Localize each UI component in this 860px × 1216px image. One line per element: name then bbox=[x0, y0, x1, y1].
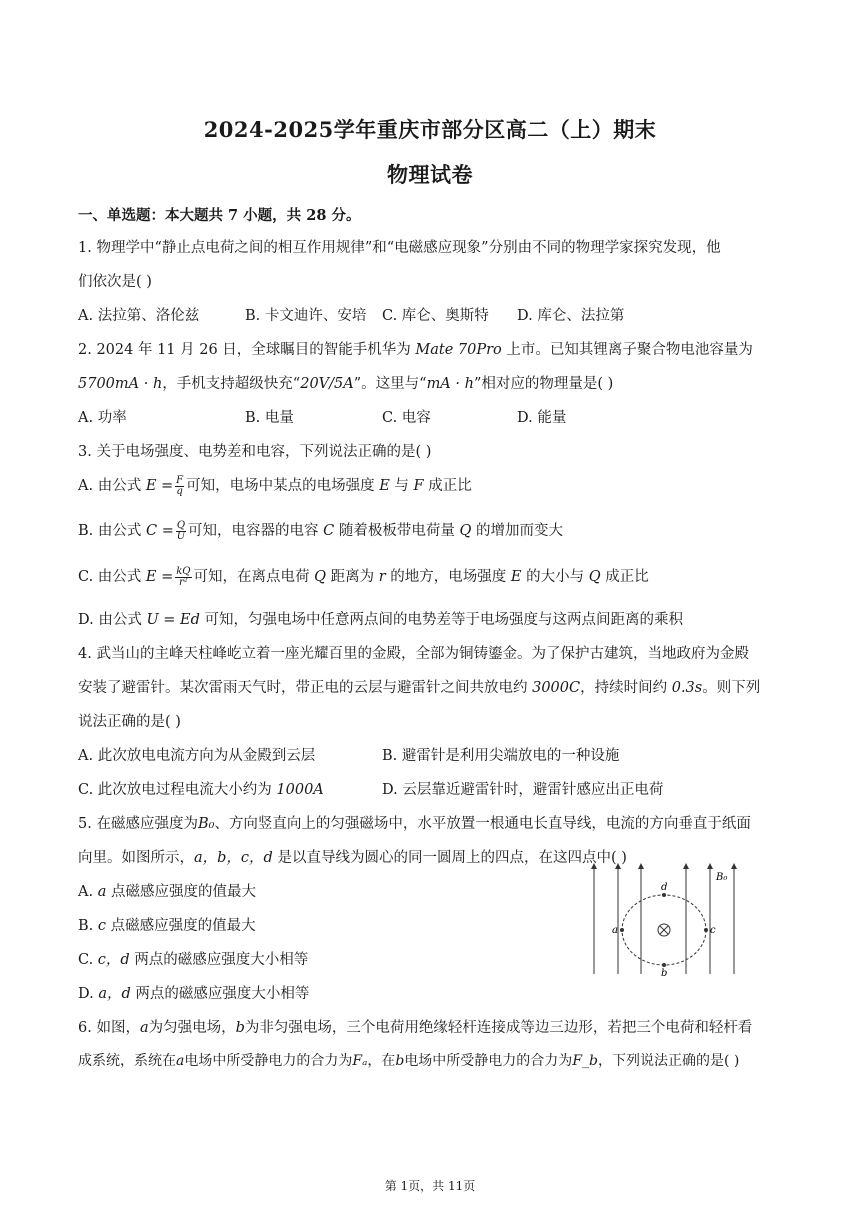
q3-option-c bbox=[78, 565, 649, 588]
q3a-var: E bbox=[379, 478, 390, 494]
point-b bbox=[662, 963, 666, 967]
q4c-current: 1000A bbox=[276, 782, 324, 798]
q5-option-c: C. c，d 两点的磁感应强度大小相等 bbox=[78, 952, 309, 968]
q3a-text: 与 bbox=[394, 478, 409, 494]
q3a-formula-lhs: E = bbox=[145, 478, 174, 494]
label-b0: B₀ bbox=[716, 872, 728, 883]
q3-option-a bbox=[78, 474, 472, 497]
q2-option-d: D. 能量 bbox=[517, 410, 567, 426]
q4-stem-line2 bbox=[78, 676, 760, 697]
q2-text: ”相对应的物理量是( ) bbox=[473, 376, 614, 392]
q3b-var: C bbox=[323, 523, 335, 539]
q1-stem-line2: 们依次是( ) bbox=[78, 274, 152, 290]
magnetic-field-diagram bbox=[588, 862, 754, 978]
q3c-var: Q bbox=[314, 569, 327, 585]
q3c-fraction: $\frac{kQ}{\text{r²}}$ bbox=[176, 565, 191, 588]
q4-option-c bbox=[78, 778, 324, 799]
q5-option-b: B. c 点磁感应强度的值最大 bbox=[78, 918, 256, 934]
exam-subtitle: 物理试卷 bbox=[387, 162, 473, 187]
q3d-text: D. 由公式 bbox=[78, 612, 142, 628]
q2-charge-spec: 20V/5A bbox=[300, 376, 354, 392]
q1-option-d: D. 库仑、法拉第 bbox=[517, 308, 625, 324]
q2-capacity: 5700mA · h bbox=[78, 376, 163, 392]
q4-text: 安装了避雷针。某次雷雨天气时，带正电的云层与避雷针之间共放电约 bbox=[78, 680, 528, 696]
q2-text: 上市。已知其锂离子聚合物电池容量为 bbox=[506, 342, 753, 358]
q5-text: 向里。如图所示， bbox=[78, 850, 194, 866]
q2-phone-model: Mate 70Pro bbox=[415, 342, 502, 358]
q1-stem-line1: 1. 物理学中“静止点电荷之间的相互作用规律”和“电磁感应现象”分别由不同的物理学家探究发现，他 bbox=[78, 240, 721, 256]
q4-option-d: D. 云层靠近避雷针时，避雷针感应出正电荷 bbox=[382, 782, 664, 798]
q3a-text: A. 由公式 bbox=[78, 478, 142, 494]
q3a-text: 成正比 bbox=[428, 478, 472, 494]
q3c-text: 可知，在离点电荷 bbox=[193, 569, 310, 585]
q3b-text: 可知，电容器的电容 bbox=[188, 523, 319, 539]
q3a-var: F bbox=[413, 478, 424, 494]
point-c bbox=[704, 928, 708, 932]
q3-stem: 3. 关于电场强度、电势差和电容，下列说法正确的是( ) bbox=[78, 444, 432, 460]
q3b-var: Q bbox=[459, 523, 472, 539]
point-a bbox=[620, 928, 624, 932]
q4c-text: C. 此次放电过程电流大小约为 bbox=[78, 782, 272, 798]
q2-text: ，手机支持超级快充“ bbox=[162, 376, 301, 392]
q2-stem-line1 bbox=[78, 338, 753, 359]
point-d bbox=[662, 893, 666, 897]
q4-stem-line1: 4. 武当山的主峰天柱峰屹立着一座光耀百里的金殿，全部为铜铸鎏金。为了保护古建筑，当地政府为金殿 bbox=[78, 646, 749, 662]
q5-option-d: D. a，d 两点的磁感应强度大小相等 bbox=[78, 986, 310, 1002]
q2-text: ”。这里与“ bbox=[353, 376, 427, 392]
q3-option-b bbox=[78, 519, 563, 542]
wire-into-page-icon bbox=[658, 924, 670, 936]
exam-title: 2024-2025学年重庆市部分区高二（上）期末 bbox=[203, 117, 657, 142]
q4-time: 0.3s bbox=[671, 680, 703, 696]
q3b-fraction: $\frac{Q}{U}$ bbox=[176, 519, 186, 542]
q5-text: 5. 在磁感应强度为 bbox=[78, 816, 198, 832]
label-d: d bbox=[661, 882, 668, 893]
q4-text: 。则下列 bbox=[702, 680, 761, 696]
q3c-formula-lhs: E = bbox=[145, 569, 174, 585]
q4-text: ，持续时间约 bbox=[580, 680, 668, 696]
q3a-text: 可知，电场中某点的电场强度 bbox=[186, 478, 375, 494]
q6-stem-line2: 成系统，系统在a电场中所受静电力的合力为Fₐ，在b电场中所受静电力的合力为F_b，下列说法正确的是( ) bbox=[78, 1053, 740, 1069]
q3-option-d bbox=[78, 608, 683, 629]
q3b-text: 的增加而变大 bbox=[475, 523, 563, 539]
q3d-text: 可知，匀强电场中任意两点间的电势差等于电场强度与这两点间距离的乘积 bbox=[204, 612, 684, 628]
q1-option-b: B. 卡文迪许、安培 bbox=[245, 308, 367, 324]
q5-stem-line2 bbox=[78, 846, 627, 867]
q5-stem-line1 bbox=[78, 812, 751, 833]
q2-option-c: C. 电容 bbox=[382, 410, 431, 426]
q3d-formula: U = Ed bbox=[146, 612, 200, 628]
q3b-text: B. 由公式 bbox=[78, 523, 142, 539]
q2-option-a: A. 功率 bbox=[78, 410, 127, 426]
q3c-text: 成正比 bbox=[605, 569, 649, 585]
q2-text: 2. 2024 年 11 月 26 日，全球瞩目的智能手机华为 bbox=[78, 342, 411, 358]
label-c: c bbox=[710, 925, 716, 936]
q4-stem-line3: 说法正确的是( ) bbox=[78, 714, 181, 730]
q3b-formula-lhs: C = bbox=[145, 523, 174, 539]
q2-stem-line2 bbox=[78, 372, 613, 393]
q3c-text: 的大小与 bbox=[526, 569, 585, 585]
q3a-fraction: $\frac{F}{q}$ bbox=[176, 474, 184, 497]
label-b: b bbox=[661, 968, 668, 978]
q1-option-c: C. 库仑、奥斯特 bbox=[382, 308, 489, 324]
q4-charge: 3000C bbox=[532, 680, 581, 696]
q6-stem-line1: 6. 如图，a为匀强电场，b为非匀强电场，三个电荷用绝缘轻杆连接成等边三边形，若把三个电荷和轻杆看 bbox=[78, 1020, 753, 1036]
q1-option-a: A. 法拉第、洛伦兹 bbox=[78, 308, 200, 324]
q3b-text: 随着极板带电荷量 bbox=[338, 523, 455, 539]
q3c-var: Q bbox=[588, 569, 601, 585]
page-footer: 第 1页，共 11页 bbox=[384, 1179, 476, 1193]
q2-option-b: B. 电量 bbox=[245, 410, 294, 426]
q3c-text: 的地方，电场强度 bbox=[390, 569, 507, 585]
q3c-text: 距离为 bbox=[330, 569, 375, 585]
q4-option-b: B. 避雷针是利用尖端放电的一种设施 bbox=[382, 748, 620, 764]
q4-option-a: A. 此次放电电流方向为从金殿到云层 bbox=[78, 748, 316, 764]
label-a: a bbox=[612, 925, 618, 936]
q3c-text: C. 由公式 bbox=[78, 569, 142, 585]
section-heading: 一、单选题：本大题共 7 小题，共 28 分。 bbox=[78, 207, 361, 224]
q5-option-a: A. a 点磁感应强度的值最大 bbox=[78, 884, 256, 900]
q5-field: B₀ bbox=[197, 816, 215, 832]
q5-text: 是以直导线为圆心的同一圆周上的四点，在这四点中( ) bbox=[277, 850, 627, 866]
q5-text: 、方向竖直向上的匀强磁场中，水平放置一根通电长直导线，电流的方向垂直于纸面 bbox=[214, 816, 751, 832]
q2-unit: mA · h bbox=[426, 376, 474, 392]
q5-points: a，b，c，d bbox=[194, 850, 273, 866]
q3c-var: r bbox=[378, 569, 386, 585]
q3c-var: E bbox=[510, 569, 522, 585]
